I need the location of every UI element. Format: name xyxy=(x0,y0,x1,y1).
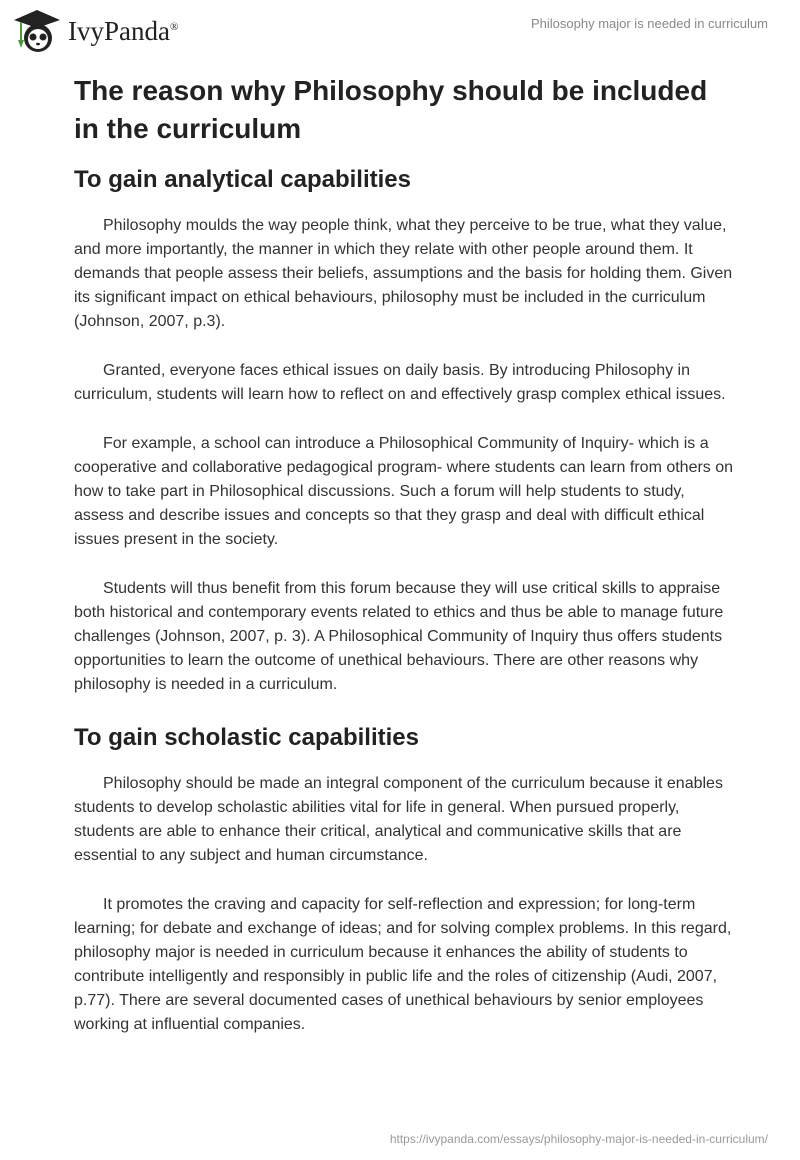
paragraph: Granted, everyone faces ethical issues on daily basis. By introducing Philosophy in curriculum, students will learn how to reflect on and effectively grasp complex ethical issues. xyxy=(74,362,726,403)
article-title: The reason why Philosophy should be included in the curriculum xyxy=(74,75,708,144)
page-header xyxy=(0,0,800,60)
article xyxy=(74,72,736,1062)
source-url[interactable]: https://ivypanda.com/essays/philosophy-major-is-needed-in-curriculum/ xyxy=(389,1132,768,1146)
paragraph: Philosophy should be made an integral component of the curriculum because it enables students to develop scholastic abilities vital for life in general. When pursued properly, students are able to enhance their critical, analytical and communicative skills that are essential to any subject and human circumstance. xyxy=(74,775,723,864)
paragraph: Students will thus benefit from this forum because they will use critical skills to appraise both historical and contemporary events related to ethics and thus be able to manage future challenges (Johnson, 2007, p. 3). A Philosophical Community of Inquiry thus offers students opportunities to learn the outcome of unethical behaviours. There are other reasons why philosophy is needed in a curriculum. xyxy=(74,580,724,693)
section-heading: To gain scholastic capabilities xyxy=(74,724,419,751)
logo-text: IvyPanda® xyxy=(68,15,179,46)
ivypanda-logo[interactable] xyxy=(12,8,178,54)
panda-graduate-icon xyxy=(12,8,62,54)
paragraph: For example, a school can introduce a Philosophical Community of Inquiry- which is a cooperative and collaborative pedagogical program- where students can learn from others on how to take part in Philosophical discussions. Such a forum will help students to study, assess and describe issues and concepts so that they grasp and deal with difficult ethical issues present in the society. xyxy=(74,435,734,548)
section-heading: To gain analytical capabilities xyxy=(74,166,411,193)
paragraph: Philosophy moulds the way people think, what they perceive to be true, what they value, and more importantly, the manner in which they relate with other people around them. It demands that people assess their beliefs, assumptions and the basis for holding them. Given its significant impact on ethical behaviours, philosophy must be included in the curriculum (Johnson, 2007, p.3). xyxy=(74,217,733,330)
running-title: Philosophy major is needed in curriculum xyxy=(530,16,768,31)
paragraph: It promotes the craving and capacity for self-reflection and expression; for long-term learning; for debate and exchange of ideas; and for solving complex problems. In this regard, philosophy major is needed in curriculum because it enhances the ability of students to contribute intelligently and responsibly in public life and the roles of citizenship (Audi, 2007, p.77). There are several documented cases of unethical behaviours by senior employees working at influential companies. xyxy=(74,896,732,1033)
